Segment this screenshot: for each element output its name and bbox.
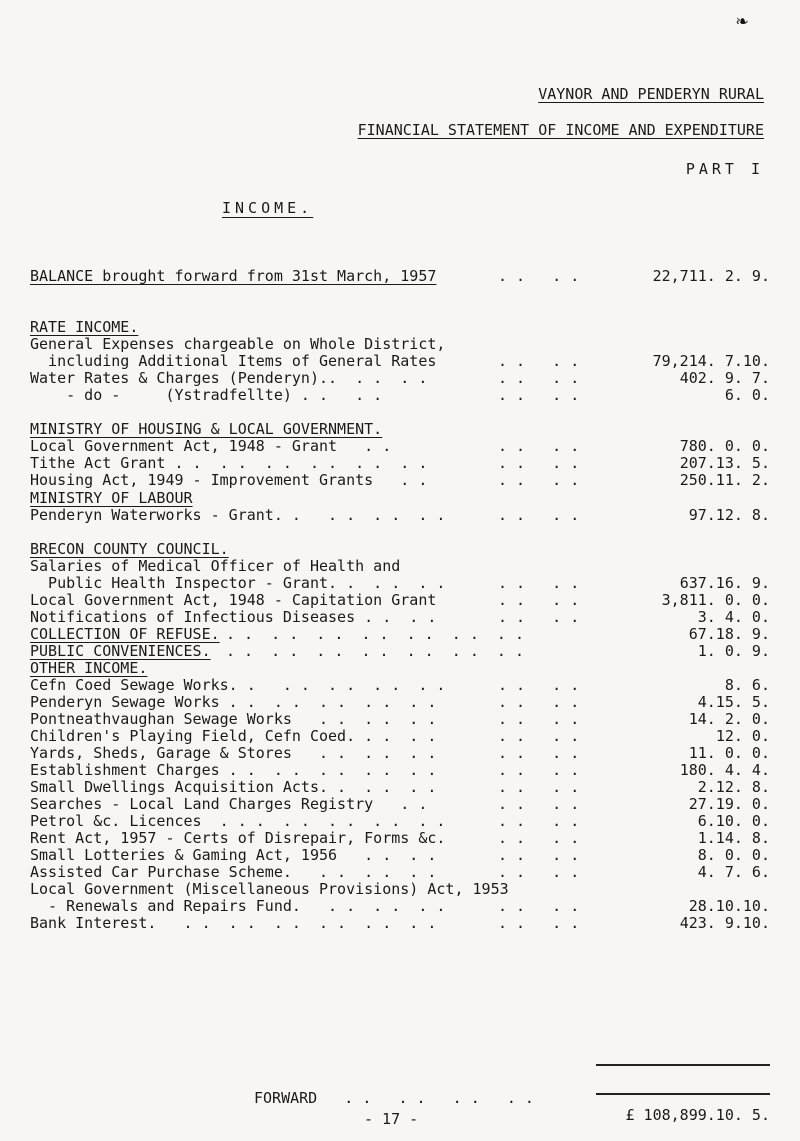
row-amount: 637.16. 9. — [679, 574, 770, 592]
row-leader-dots: . . . . — [498, 471, 580, 489]
page-number: - 17 - — [364, 1110, 419, 1128]
row-label: Water Rates & Charges (Penderyn).. . . . . — [30, 369, 428, 387]
council-title: VAYNOR AND PENDERYN RURAL — [538, 85, 764, 103]
row-label: Children's Playing Field, Cefn Coed. . . . . — [30, 727, 437, 745]
row-amount: 14. 2. 0. — [688, 710, 770, 728]
balance-row — [30, 268, 770, 285]
ledger-row — [30, 864, 770, 881]
row-amount: 207.13. 5. — [679, 454, 770, 472]
row-label: Cefn Coed Sewage Works. . . . . . . . . . — [30, 676, 446, 694]
ledger-row — [30, 336, 770, 353]
ledger-row — [30, 762, 770, 779]
ledger-row — [30, 370, 770, 387]
row-leader-dots: . . . . — [498, 437, 580, 455]
row-leader-dots: . . . . — [498, 897, 580, 915]
ledger-row — [30, 455, 770, 472]
row-label: Local Government (Miscellaneous Provisions) Act, 1953 — [30, 880, 509, 898]
row-amount: 1.14. 8. — [697, 829, 770, 847]
row-leader-dots: . . . . — [498, 454, 580, 472]
row-label: - do - (Ystradfellte) . . . . — [30, 386, 383, 404]
balance-amount: 22,711. 2. 9. — [652, 267, 770, 285]
row-leader-dots: . . . . — [498, 795, 580, 813]
row-amount: 402. 9. 7. — [679, 369, 770, 387]
row-leader-dots: . . . . — [498, 710, 580, 728]
row-label: Housing Act, 1949 - Improvement Grants . . — [30, 471, 428, 489]
row-label: - Renewals and Repairs Fund. . . . . . . — [30, 897, 446, 915]
row-label: Establishment Charges . . . . . . . . . . — [30, 761, 437, 779]
row-leader-dots: . . . . — [498, 846, 580, 864]
balance-label: BALANCE brought forward from 31st March, 1957 — [30, 267, 437, 285]
ledger-row — [30, 558, 770, 575]
row-leader-dots: . . . . — [498, 574, 580, 592]
row-amount: 28.10.10. — [688, 897, 770, 915]
row-label: including Additional Items of General Rates — [30, 352, 437, 370]
row-amount: 4.15. 5. — [697, 693, 770, 711]
row-amount: 423. 9.10. — [679, 914, 770, 932]
statement-title: FINANCIAL STATEMENT OF INCOME AND EXPENDITURE — [357, 121, 764, 139]
refuse-dots: . . . . . . . . . . . . . . — [226, 625, 525, 643]
labour-heading: MINISTRY OF LABOUR — [30, 489, 193, 507]
refuse-row — [30, 626, 770, 643]
row-leader-dots: . . . . — [498, 744, 580, 762]
row-label: Public Health Inspector - Grant. . . . . . — [30, 574, 446, 592]
brecon-heading: BRECON COUNTY COUNCIL. — [30, 540, 229, 558]
ledger-row — [30, 898, 770, 915]
balance-dots: . . . . — [498, 267, 580, 285]
row-leader-dots: . . . . — [498, 676, 580, 694]
row-label: Penderyn Sewage Works . . . . . . . . . . — [30, 693, 437, 711]
ledger-row — [30, 796, 770, 813]
ledger-row — [30, 813, 770, 830]
corner-mark: ❧ — [736, 8, 749, 32]
row-label: Yards, Sheds, Garage & Stores . . . . . . — [30, 744, 437, 762]
ledger-row — [30, 507, 770, 524]
row-label: Petrol &c. Licences . . . . . . . . . . . — [30, 812, 446, 830]
row-leader-dots: . . . . — [498, 778, 580, 796]
refuse-amount: 67.18. 9. — [688, 625, 770, 643]
ledger-row — [30, 745, 770, 762]
row-label: Searches - Local Land Charges Registry . . — [30, 795, 428, 813]
conveniences-amount: 1. 0. 9. — [697, 642, 770, 660]
row-leader-dots: . . . . — [498, 812, 580, 830]
total-rule-bottom — [596, 1093, 770, 1095]
row-amount: 3,811. 0. 0. — [661, 591, 770, 609]
row-label: General Expenses chargeable on Whole District, — [30, 335, 446, 353]
row-label: Local Government Act, 1948 - Capitation Grant — [30, 591, 437, 609]
row-amount: 3. 4. 0. — [697, 608, 770, 626]
row-label: Penderyn Waterworks - Grant. . . . . . . . — [30, 506, 446, 524]
row-leader-dots: . . . . — [498, 591, 580, 609]
total-rule-top — [596, 1064, 770, 1066]
row-amount: 6.10. 0. — [697, 812, 770, 830]
row-amount: 8. 6. — [724, 676, 770, 694]
row-label: Rent Act, 1957 - Certs of Disrepair, Forms &c. — [30, 829, 446, 847]
row-amount: 180. 4. 4. — [679, 761, 770, 779]
refuse-label: COLLECTION OF REFUSE. — [30, 625, 220, 643]
row-label: Bank Interest. . . . . . . . . . . . . — [30, 914, 437, 932]
row-leader-dots: . . . . — [498, 608, 580, 626]
row-amount: 12. 0. — [715, 727, 770, 745]
ledger-row — [30, 881, 770, 898]
row-leader-dots: . . . . — [498, 352, 580, 370]
ledger-row — [30, 779, 770, 796]
row-label: Notifications of Infectious Diseases . . . . — [30, 608, 437, 626]
forward-amount: £ 108,899.10. 5. — [625, 1106, 770, 1124]
row-leader-dots: . . . . — [498, 693, 580, 711]
rate-income-heading: RATE INCOME. — [30, 318, 139, 336]
row-label: Small Lotteries & Gaming Act, 1956 . . . . — [30, 846, 437, 864]
row-label: Local Government Act, 1948 - Grant . . — [30, 437, 392, 455]
row-amount: 2.12. 8. — [697, 778, 770, 796]
income-heading: INCOME. — [222, 199, 314, 217]
conveniences-label: PUBLIC CONVENIENCES. — [30, 642, 211, 660]
ledger-row — [30, 830, 770, 847]
row-amount: 8. 0. 0. — [697, 846, 770, 864]
row-leader-dots: . . . . — [498, 369, 580, 387]
row-label: Tithe Act Grant . . . . . . . . . . . . — [30, 454, 428, 472]
housing-heading: MINISTRY OF HOUSING & LOCAL GOVERNMENT. — [30, 420, 383, 438]
ledger-row — [30, 609, 770, 626]
row-amount: 27.19. 0. — [688, 795, 770, 813]
other-income-heading: OTHER INCOME. — [30, 659, 148, 677]
row-label: Small Dwellings Acquisition Acts. . . . . . — [30, 778, 437, 796]
ledger-row — [30, 472, 770, 489]
row-amount: 79,214. 7.10. — [652, 352, 770, 370]
row-amount: 780. 0. 0. — [679, 437, 770, 455]
ledger-row — [30, 915, 770, 932]
row-label: Pontneathvaughan Sewage Works . . . . . . — [30, 710, 437, 728]
row-amount: 6. 0. — [724, 386, 770, 404]
ledger-row — [30, 592, 770, 609]
row-label: Salaries of Medical Officer of Health and — [30, 557, 401, 575]
row-amount: 97.12. 8. — [688, 506, 770, 524]
part-label: PART I — [685, 160, 764, 178]
ledger-row — [30, 353, 770, 370]
row-leader-dots: . . . . — [498, 863, 580, 881]
ledger-row — [30, 438, 770, 455]
ledger-row — [30, 575, 770, 592]
row-leader-dots: . . . . — [498, 386, 580, 404]
row-leader-dots: . . . . — [498, 914, 580, 932]
ledger-row — [30, 847, 770, 864]
conveniences-dots: . . . . . . . . . . . . . . — [226, 642, 525, 660]
conveniences-row — [30, 643, 770, 660]
row-label: Assisted Car Purchase Scheme. . . . . . . — [30, 863, 437, 881]
ledger-row — [30, 677, 770, 694]
row-leader-dots: . . . . — [498, 829, 580, 847]
row-amount: 250.11. 2. — [679, 471, 770, 489]
row-amount: 11. 0. 0. — [688, 744, 770, 762]
ledger-row — [30, 728, 770, 745]
row-leader-dots: . . . . — [498, 506, 580, 524]
ledger-row — [30, 711, 770, 728]
row-amount: 4. 7. 6. — [697, 863, 770, 881]
forward-label: FORWARD . . . . . . . . — [254, 1089, 534, 1107]
ledger-row — [30, 387, 770, 404]
row-leader-dots: . . . . — [498, 761, 580, 779]
ledger-row — [30, 694, 770, 711]
row-leader-dots: . . . . — [498, 727, 580, 745]
